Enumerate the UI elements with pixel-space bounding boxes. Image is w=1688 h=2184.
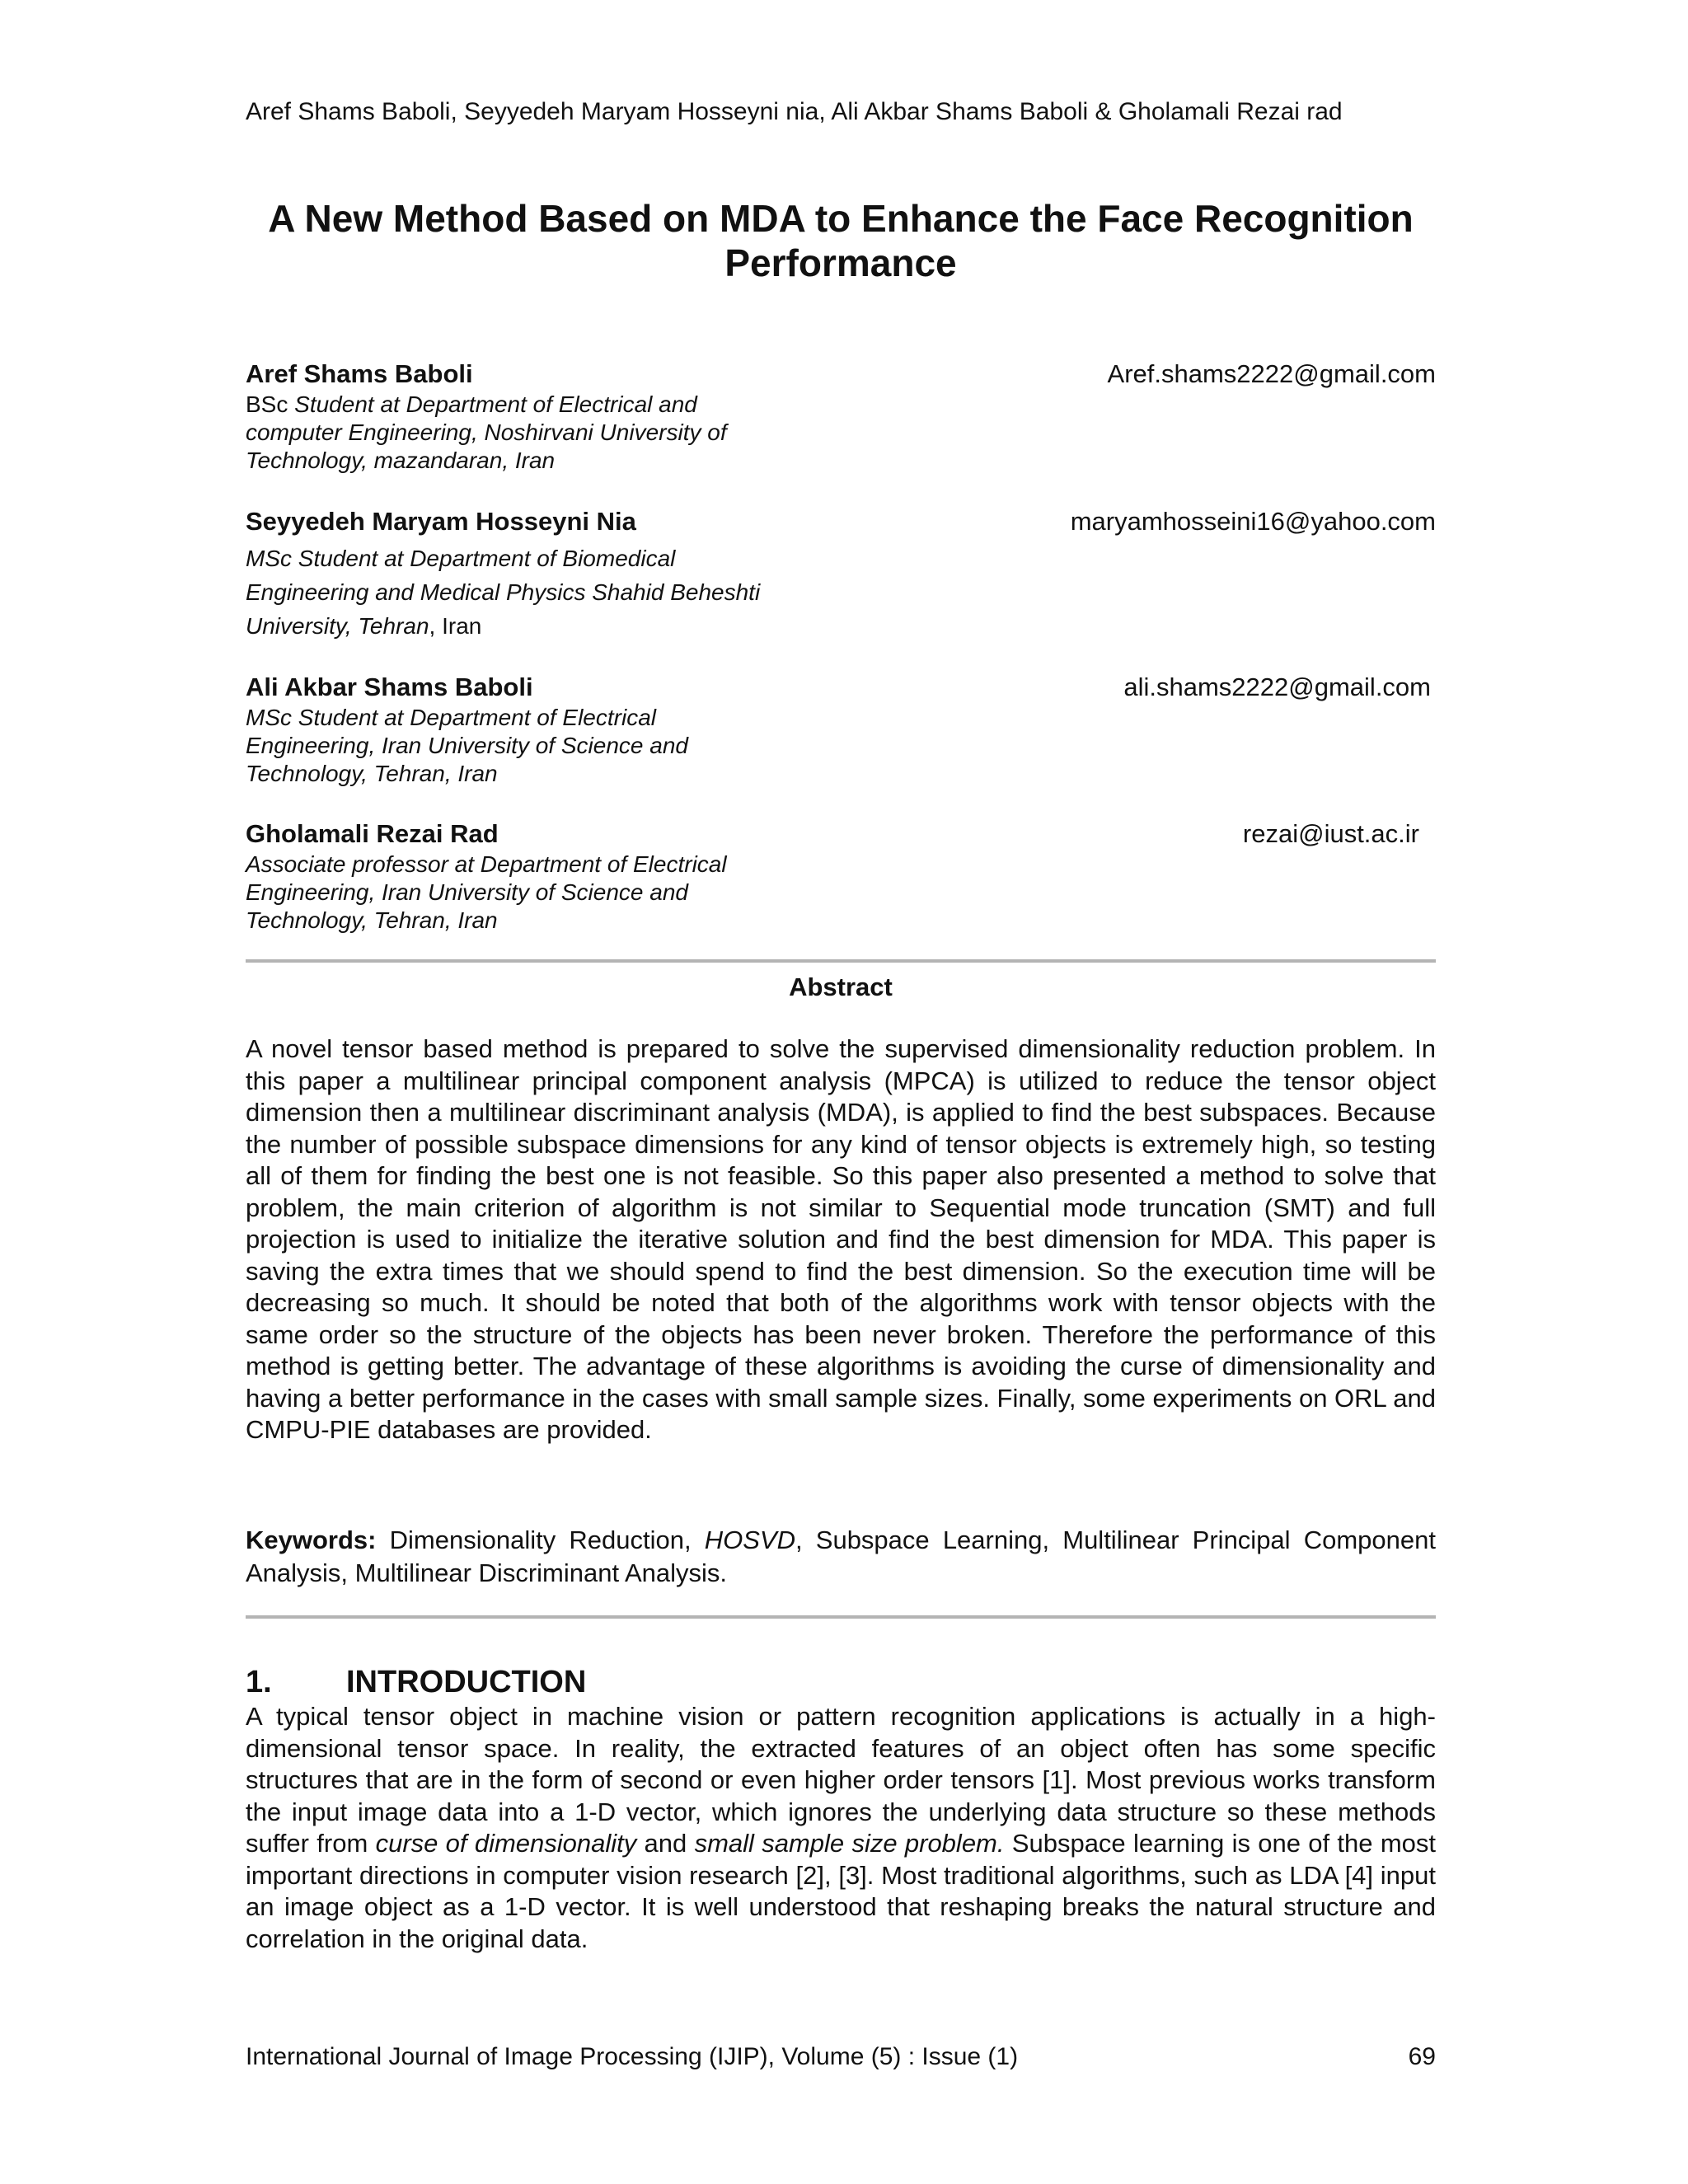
keywords-label: Keywords:	[246, 1526, 377, 1554]
intro-italic: curse of dimensionality	[375, 1829, 637, 1858]
author-block	[246, 671, 1436, 788]
author-name: Ali Akbar Shams Baboli	[246, 673, 533, 701]
introduction-text	[246, 1701, 1436, 1955]
affiliation-suffix: , Iran	[429, 613, 482, 639]
section-divider	[246, 959, 1436, 963]
affiliation-degree: BSc	[246, 391, 295, 417]
intro-italic: small sample size problem.	[694, 1829, 1005, 1858]
keywords	[246, 1524, 1436, 1590]
author-block	[246, 818, 1436, 935]
author-block	[246, 505, 1436, 643]
affiliation-text: Student at Department of Electrical and computer Engineering, Noshirvani University of Technology, mazandaran, Iran	[246, 391, 727, 473]
affiliation-text: Associate professor at Department of Electrical Engineering, Iran University of Science and Technology, Tehran, Iran	[246, 851, 727, 933]
section-number: 1.	[246, 1665, 272, 1699]
abstract-heading: Abstract	[789, 972, 893, 1001]
abstract-text: A novel tensor based method is prepared to solve the supervised dimensionality reduction problem. In this paper a multilinear principal component analysis (MPCA) is utilized to reduce the tensor object dimension then a multilinear discriminant analysis (MDA), is applied to find the best subspaces. Because the number of possible subspace dimensions for any kind of tensor objects is extremely high, so testing all of them for finding the best one is not feasible. So this paper also presented a method to solve that problem, the main criterion of algorithm is not similar to Sequential mode truncation (SMT) and full projection is used to initialize the iterative solution and find the best dimension for MDA. This paper is saving the extra times that we should spend to find the best dimension. So the execution time will be decreasing so much. It should be noted that both of the algorithms work with tensor objects with the same order so the structure of the objects has been never broken. Therefore the performance of this method is getting better. The advantage of these algorithms is avoiding the curse of dimensionality and having a better performance in the cases with small sample sizes. Finally, some experiments on ORL and CMPU-PIE databases are provided.	[246, 1034, 1436, 1444]
affiliation-text: MSc Student at Department of Electrical Engineering, Iran University of Science and Technology, Tehran, Iran	[246, 705, 688, 786]
author-affiliation	[246, 391, 773, 475]
intro-text-part: A typical tensor object in machine vision or pattern recognition applications is actually in a high-dimensional tensor space. In reality, the extracted features of an object often has some specific structures that are in the form of second or even higher order tensors [1]. Most previous works transform the input image data into a 1-D vector, which ignores the underlying data structure so these methods suffer from	[246, 1702, 1436, 1858]
author-email: maryamhosseini16@yahoo.com	[1070, 507, 1436, 536]
keywords-italic: HOSVD	[704, 1526, 795, 1554]
intro-text-part: and	[636, 1829, 695, 1858]
footer-journal: International Journal of Image Processing (IJIP), Volume (5) : Issue (1)	[246, 2043, 1019, 2070]
section-title: INTRODUCTION	[346, 1665, 587, 1699]
author-name: Aref Shams Baboli	[246, 359, 473, 388]
section-heading	[246, 1663, 1436, 1701]
section-divider	[246, 1615, 1436, 1619]
page-number: 69	[1408, 2043, 1436, 2070]
author-email: rezai@iust.ac.ir	[1242, 819, 1419, 848]
author-name: Gholamali Rezai Rad	[246, 819, 499, 848]
running-head: Aref Shams Baboli, Seyyedeh Maryam Hosseyni nia, Ali Akbar Shams Baboli & Gholamali Rezai rad	[246, 98, 1343, 125]
author-affiliation	[246, 541, 773, 643]
author-block	[246, 358, 1436, 475]
author-email: Aref.shams2222@gmail.com	[1107, 359, 1436, 388]
author-affiliation	[246, 704, 773, 788]
author-name: Seyyedeh Maryam Hosseyni Nia	[246, 507, 636, 536]
keywords-text-rest: , Subspace Learning, Multilinear Principal Component Analysis, Multilinear Discriminant Analysis.	[246, 1526, 1436, 1587]
paper-title: A New Method Based on MDA to Enhance the Face Recognition Performance	[268, 197, 1414, 284]
intro-text-part: Subspace learning is one of the most important directions in computer vision research [2], [3]. Most traditional algorithms, such as LDA [4] input an image object as a 1-D vector. It is well understood that reshaping breaks the natural structure and correlation in the original data.	[246, 1829, 1436, 1953]
affiliation-text: MSc Student at Department of Biomedical Engineering and Medical Physics Shahid Beheshti University, Tehran	[246, 546, 761, 639]
author-email: ali.shams2222@gmail.com	[1123, 673, 1431, 701]
keywords-text: Dimensionality Reduction,	[376, 1526, 705, 1554]
author-affiliation	[246, 851, 773, 935]
